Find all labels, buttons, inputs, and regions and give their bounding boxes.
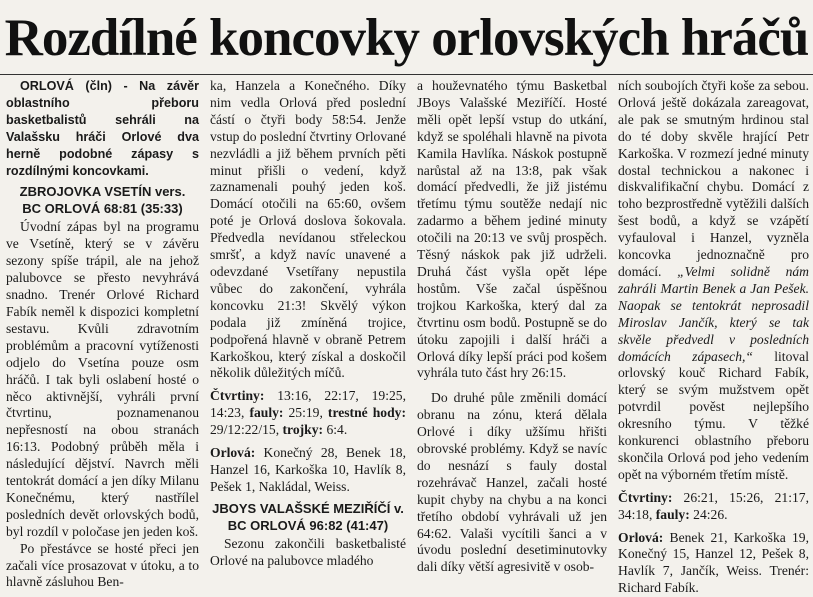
- label-quarters: Čtvrtiny:: [618, 489, 673, 505]
- match2-score: BC ORLOVÁ 96:82 (41:47): [227, 517, 389, 533]
- lead-paragraph: ORLOVÁ (čln) - Na závěr oblastního přeboru basketbalistů sehráli na Valašsku hráči Orlové dva herně podobné zápasy s rozdílnými koncovkami.: [6, 79, 199, 178]
- column-2: [210, 78, 406, 572]
- col3-paragraph-1: a houževnatého týmu Basketbal JBoys Valašské Meziříčí. Hosté měli opět lepší vstup do utkání, když se spoléhali hlavně na pivota Kamila Havlíka. Náskok postupně narůstal až na 13:8, pak však domácí předvedli, že již jistému třetímu týmu soutěže nedají nic zadarmo a během jediné minuty otočili na 20:13 ve svůj prospěch. Těsný náskok pak již udrželi. Druhá část vyšla opět lépe hostům. Vše začal úspěšnou trojkou Karkoška, který dal za čtvrtinu osm bodů. Postupně se do útoku zapojili i další hráči a Orlová díky lepší práci pod košem vyhrála tuto část hry 26:15.: [417, 78, 607, 381]
- headline: Rozdílné koncovky orlovských hráčů: [4, 9, 809, 67]
- column-1: [6, 78, 199, 590]
- coach-quote: „Velmi solidně nám zahráli Martin Benek a Jan Pešek. Naopak se tentokrát neprosadil Miroslav Jančík, který se tak skvěle předvedl v posledních domácích zápasech,“: [618, 263, 809, 364]
- label-threes: trojky:: [282, 422, 324, 438]
- match1-score: BC ORLOVÁ 68:81 (35:33): [22, 201, 183, 217]
- threes-value: 6:4.: [323, 422, 348, 438]
- col1-paragraph-2: Po přestávce se hosté přeci jen začali více prosazovat v útoku, a to hlavně zásluhou Ben-: [6, 540, 199, 590]
- orlova-scorers-value: Konečný 28, Benek 18, Hanzel 16, Karkoška 10, Havlík 8, Pešek 1, Nakládal, Weiss.: [210, 445, 406, 494]
- label-quarters: Čtvrtiny:: [210, 388, 265, 404]
- col4-text-start: ních soubojích čtyři koše za sebou. Orlová ještě dokázala zareagovat, ale pak se smutným hrdinou stal do té doby skvěle hrající Petr Karkoška. V rozmezí jedné minuty dostal technickou a nakonec i diskvalifikační chybu. Domácí z toho bezprostředně vytěžili dalších šest bodů, a když se vzápětí vyfauloval i Hanzel, vyzněla koncovka jednoznačně pro domácí.: [618, 78, 809, 279]
- col3-paragraph-2: Do druhé půle změnili domácí obranu na zónu, která dělala Orlové i díky užšímu hřišti obrovské problémy. Když se navíc do nesnází s fauly dostal rozehrávač Hanzel, začali hosté kupit chyby na chybu a na konci třetího období vyhrávali už jen 64:62. Valaši vycítili šanci a v úvodu poslední desetiminutovky dali díky větší agresivitě v osob-: [417, 390, 607, 575]
- label-fouls: fauly:: [249, 405, 284, 421]
- headline-rule: [0, 74, 813, 75]
- match2-heading: [210, 500, 406, 534]
- orlova-scorers-value: Benek 21, Karkoška 19, Konečný 15, Hanzel 12, Pešek 8, Havlík 7, Jančík, Weiss. Trenér: Richard Fabík.: [618, 529, 809, 596]
- col1-paragraph-1: Úvodní zápas byl na programu ve Vsetíně, který se v závěru sezony spíše trápil, ale na jehož palubovce se přesto nevyhrává snadno. Trenér Orlové Richard Fabík neměl k dispozici kompletní sestavu. Kvůli zdravotním problémům a pracovní vytíženosti odjelo do Vsetína pouze osm hráčů. I tak byli oslabení hosté o něco aktivnější, vyhráli první čtvrtinu, poznamenanou nepřesností na obou stranách 16:13. Podobný průběh měla i následující dějství. Navrch měli tentokrát domácí a jen díky Milanu Konečnému, který nastřílel posledních devět orlovských bodů, byl rozdíl v poločase jen jeden koš.: [6, 219, 199, 539]
- match1-teams: ZBROJOVKA VSETÍN vers.: [19, 184, 186, 200]
- match1-orlova-scorers: [210, 445, 406, 496]
- quarters-value: 13:16, 22:17, 19:25, 14:23,: [210, 388, 406, 421]
- label-fouls: fauly:: [655, 506, 690, 522]
- label-orlova: Orlová:: [210, 445, 256, 461]
- fouls-value: 24:26.: [689, 506, 728, 522]
- col4-text-end: litoval orlovský kouč Richard Fabík, který se svým mužstvem opět potvrdil pověst nejlepšího okresního týmu. V těžké konkurenci oblastního přeboru skončila Orlová pod jeho vedením opět na výborném třetím místě.: [618, 348, 809, 482]
- match2-quarter-stats: [618, 490, 809, 524]
- quarters-value: 26:21, 15:26, 21:17, 34:18,: [618, 489, 809, 522]
- col2-paragraph-1: ka, Hanzela a Konečného. Díky nim vedla Orlová před poslední částí o čtyři body 58:54. Jenže vstup do poslední čtvrtiny Orlované nezvládli a již během prvních pěti minut přišli o vedení, když zaznamenali pouhý jeden koš. Domácí otočili na 65:60, ovšem poté je Orlová doslova šokovala. Předvedla nevídanou střeleckou smršť, a když navíc unavené a odevzdané Vsetířany nepustila vůbec do zakončení, vyhrála koncovku 21:3! Skvělý výkon podala již zmíněná trojice, podpořená hlavně v obraně Petrem Karkoškou, který získal a doskočil několik důležitých míčů.: [210, 78, 406, 381]
- label-orlova: Orlová:: [618, 529, 664, 545]
- match1-heading: [6, 183, 199, 217]
- col4-paragraph-1: [618, 78, 809, 484]
- match2-teams: JBOYS VALAŠSKÉ MEZIŘÍČÍ v.: [212, 500, 404, 516]
- label-free-throws: trestné hody:: [327, 405, 406, 421]
- fouls-value: 25:19,: [283, 405, 328, 421]
- column-4: [618, 78, 809, 596]
- column-3: [417, 78, 607, 575]
- match1-quarter-stats: [210, 388, 406, 439]
- free-throws-value: 29/12:22/15,: [210, 422, 283, 438]
- col2-paragraph-2: Sezonu zakončili basketbalisté Orlové na palubovce mladého: [210, 535, 406, 568]
- match2-orlova-scorers: [618, 530, 809, 597]
